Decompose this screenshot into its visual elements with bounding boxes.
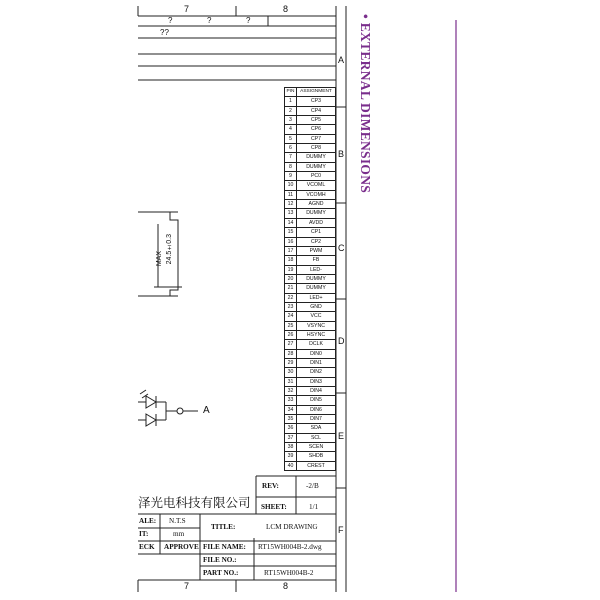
revision-question-mark: ?? [160, 28, 169, 37]
pin-row [285, 461, 336, 470]
pin-number: 40 [285, 461, 297, 470]
pin-row [285, 153, 336, 162]
pin-row [285, 246, 336, 255]
scale-value: N.T.S [169, 517, 186, 525]
check-label: ECK [139, 543, 155, 551]
pin-assignment: SDA [297, 424, 336, 433]
pin-assignment: CP1 [297, 228, 336, 237]
pin-number: 13 [285, 209, 297, 218]
pin-number: 19 [285, 265, 297, 274]
pin-row [285, 256, 336, 265]
unit-label: IT: [139, 530, 149, 538]
zone-b-label: B [338, 149, 345, 159]
title-value: LCM DRAWING [266, 523, 318, 531]
pin-number: 1 [285, 97, 297, 106]
pin-assignment: LED- [297, 265, 336, 274]
zone-f-label: F [338, 525, 344, 535]
pin-row [285, 415, 336, 424]
pin-assignment: DIN3 [297, 377, 336, 386]
pin-number: 23 [285, 302, 297, 311]
pin-number: 7 [285, 153, 297, 162]
pin-row [285, 424, 336, 433]
pin-number: 6 [285, 144, 297, 153]
pin-assignment: DIN1 [297, 358, 336, 367]
column-8-label: 8 [283, 4, 289, 14]
zone-d-label: D [338, 336, 345, 346]
pin-number: 21 [285, 284, 297, 293]
scale-label: ALE: [139, 517, 157, 525]
pin-row [285, 321, 336, 330]
pin-row [285, 405, 336, 414]
pin-number: 18 [285, 256, 297, 265]
pin-row [285, 302, 336, 311]
pin-assignment: LED+ [297, 293, 336, 302]
pin-number: 30 [285, 368, 297, 377]
pin-assignment: SCL [297, 433, 336, 442]
pin-number: 16 [285, 237, 297, 246]
pin-number: 27 [285, 340, 297, 349]
pin-assignment: CP3 [297, 97, 336, 106]
column-7-label: 7 [184, 4, 190, 14]
pin-row [285, 368, 336, 377]
pin-row [285, 106, 336, 115]
pin-assignment: DUMMY [297, 284, 336, 293]
pin-assignment: VCOMH [297, 190, 336, 199]
company-name: 泽光电科技有限公司 [138, 495, 251, 510]
pin-number: 33 [285, 396, 297, 405]
pin-number: 17 [285, 246, 297, 255]
pin-assignment: VSYNC [297, 321, 336, 330]
pin-column-header: PIN [285, 88, 297, 97]
pin-assignment: CP8 [297, 144, 336, 153]
pin-row [285, 144, 336, 153]
pin-row [285, 443, 336, 452]
pin-assignment: DIN6 [297, 405, 336, 414]
pin-number: 39 [285, 452, 297, 461]
pin-row [285, 218, 336, 227]
pin-row [285, 134, 336, 143]
pin-row [285, 396, 336, 405]
dimension-thickness-label: 24.5±0.3 [166, 234, 173, 265]
pin-number: 3 [285, 116, 297, 125]
sheet-value: 1/1 [309, 503, 319, 511]
pin-row [285, 125, 336, 134]
connector-a-label: A [203, 405, 210, 416]
zone-c-label: C [338, 243, 345, 253]
pin-assignment: DIN0 [297, 349, 336, 358]
pin-assignment: HSYNC [297, 330, 336, 339]
pin-number: 10 [285, 181, 297, 190]
pin-row [285, 209, 336, 218]
pin-number: 12 [285, 200, 297, 209]
zone-a-label: A [338, 55, 345, 65]
footer-column-8-label: 8 [283, 581, 289, 591]
pin-assignment: CP5 [297, 116, 336, 125]
pin-assignment: DUMMY [297, 209, 336, 218]
pin-row [285, 162, 336, 171]
pin-assignment: SHDB [297, 452, 336, 461]
pin-number: 5 [285, 134, 297, 143]
pin-number: 25 [285, 321, 297, 330]
pin-assignment: VCOML [297, 181, 336, 190]
pin-assignment: PC0 [297, 172, 336, 181]
pin-table-header-row [285, 88, 336, 97]
pin-assignment: SCEN [297, 443, 336, 452]
pin-assignment: DUMMY [297, 274, 336, 283]
pin-assignment-table [284, 87, 336, 471]
pin-number: 15 [285, 228, 297, 237]
rev-label: REV: [262, 482, 279, 490]
pin-row [285, 284, 336, 293]
pin-assignment: CREST [297, 461, 336, 470]
pin-assignment: CP2 [297, 237, 336, 246]
pin-number: 31 [285, 377, 297, 386]
pin-assignment: DIN7 [297, 415, 336, 424]
pin-number: 14 [285, 218, 297, 227]
pin-row [285, 190, 336, 199]
pin-row [285, 452, 336, 461]
file-no-label: FILE NO.: [203, 556, 237, 564]
pin-assignment: DUMMY [297, 162, 336, 171]
sheet-label: SHEET: [261, 503, 287, 511]
file-name-value: RT15WH004B-2.dwg [258, 543, 322, 551]
pin-row [285, 293, 336, 302]
pin-number: 36 [285, 424, 297, 433]
pin-row [285, 312, 336, 321]
pin-number: 37 [285, 433, 297, 442]
pin-row [285, 377, 336, 386]
pin-row [285, 274, 336, 283]
pin-row [285, 433, 336, 442]
pin-row [285, 387, 336, 396]
pin-row [285, 340, 336, 349]
pin-number: 32 [285, 387, 297, 396]
pin-assignment: DIN4 [297, 387, 336, 396]
pin-number: 11 [285, 190, 297, 199]
rev-value: -2/B [306, 482, 319, 490]
pin-number: 35 [285, 415, 297, 424]
pin-number: 20 [285, 274, 297, 283]
pin-row [285, 349, 336, 358]
part-no-value: RT15WH004B-2 [264, 569, 314, 577]
pin-number: 4 [285, 125, 297, 134]
pin-number: 26 [285, 330, 297, 339]
pin-row [285, 237, 336, 246]
zone-e-label: E [338, 431, 345, 441]
pin-number: 22 [285, 293, 297, 302]
pin-assignment: PWM [297, 246, 336, 255]
pin-row [285, 97, 336, 106]
file-name-label: FILE NAME: [203, 543, 246, 551]
pin-number: 34 [285, 405, 297, 414]
dimension-max-label: MAX [156, 251, 163, 267]
pin-assignment: CP4 [297, 106, 336, 115]
pin-assignment: GND [297, 302, 336, 311]
pin-assignment: AGND [297, 200, 336, 209]
pin-assignment: DCLK [297, 340, 336, 349]
pin-row [285, 172, 336, 181]
pin-assignment: DIN2 [297, 368, 336, 377]
pin-number: 38 [285, 443, 297, 452]
pin-assignment: CP7 [297, 134, 336, 143]
pin-number: 29 [285, 358, 297, 367]
part-no-label: PART NO.: [203, 569, 239, 577]
pin-assignment: CP6 [297, 125, 336, 134]
pin-row [285, 265, 336, 274]
pin-assignment: DIN5 [297, 396, 336, 405]
pin-number: 8 [285, 162, 297, 171]
approve-label: APPROVE [164, 543, 199, 551]
external-dimensions-text: EXTERNAL DIMENSIONS [358, 22, 373, 194]
title-label: TITLE: [211, 523, 236, 531]
pin-number: 28 [285, 349, 297, 358]
assignment-column-header: ASSIGNMENT [297, 88, 336, 97]
pin-number: 9 [285, 172, 297, 181]
revision-question-mark: ? [246, 16, 251, 25]
pin-assignment: FB [297, 256, 336, 265]
pin-row [285, 228, 336, 237]
pin-assignment: VCC [297, 312, 336, 321]
pin-number: 24 [285, 312, 297, 321]
unit-value: mm [173, 530, 185, 538]
revision-question-mark: ? [207, 16, 212, 25]
pin-row [285, 358, 336, 367]
external-dimensions-title: • EXTERNAL DIMENSIONS [358, 14, 373, 194]
pin-row [285, 200, 336, 209]
pin-assignment: DUMMY [297, 153, 336, 162]
pin-table-body [285, 97, 336, 471]
pin-row [285, 330, 336, 339]
footer-column-7-label: 7 [184, 581, 190, 591]
pin-row [285, 116, 336, 125]
pin-number: 2 [285, 106, 297, 115]
pin-row [285, 181, 336, 190]
revision-question-mark: ? [168, 16, 173, 25]
pin-assignment: AVDD [297, 218, 336, 227]
